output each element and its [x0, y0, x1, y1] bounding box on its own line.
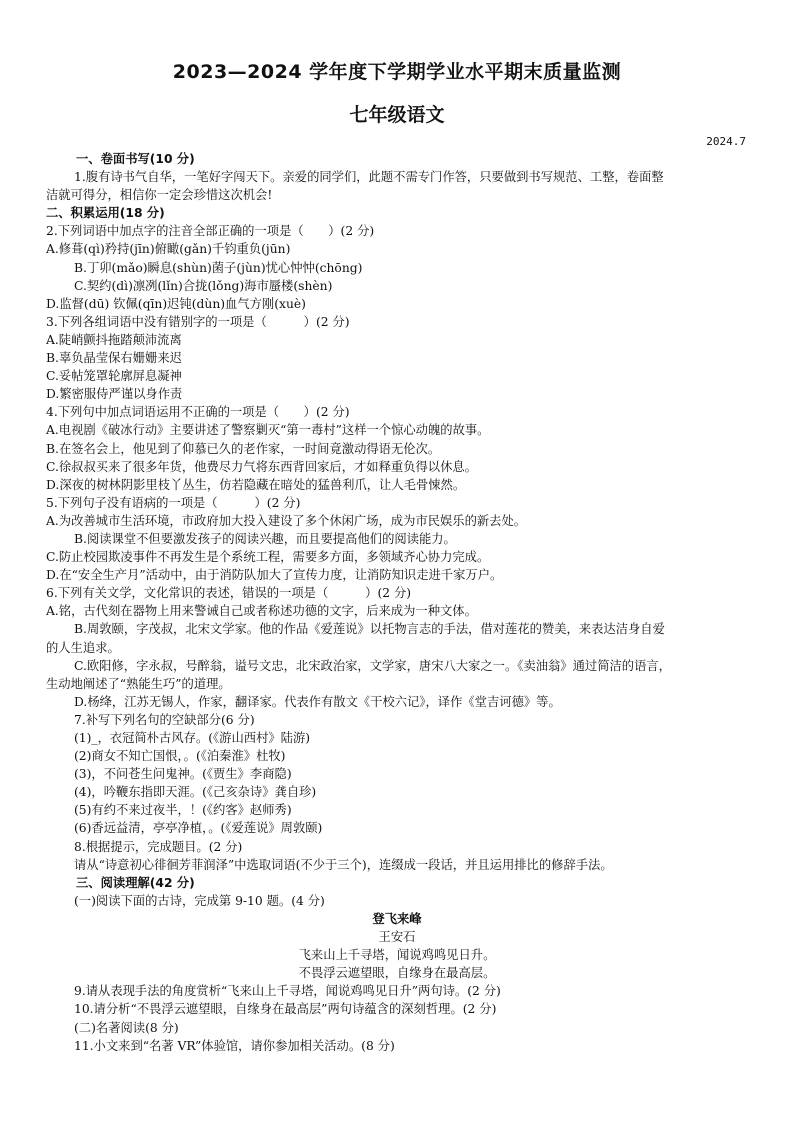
option-line: D.深夜的树林阴影里枝丫丛生，仿若隐藏在暗处的猛兽利爪，让人毛骨悚然。 [46, 477, 466, 492]
option-line: A.电视剧《破冰行动》主要讲述了警察剿灭“第一毒村”这样一个惊心动魄的故事。 [46, 423, 490, 438]
exam-title: 2023—2024 学年度下学期学业水平期末质量监测 [172, 61, 622, 83]
fill-blank-line: (4)，吟鞭东指即天涯。(《己亥杂诗》龚自珍) [74, 785, 317, 800]
option-line: C.防止校园欺凌事件不再发生是个系统工程，需要多方面，多领域齐心协力完成。 [46, 550, 490, 565]
question-line: 3.下列各组词语中没有错别字的一项是（ ）(2 分) [46, 314, 350, 329]
exam-date: 2024.7 [706, 135, 746, 148]
fill-blank-line: (5)有约不来过夜半，！(《约客》赵师秀) [74, 803, 292, 818]
question-line: 5.下列句子没有语病的一项是（ ）(2 分) [46, 495, 301, 510]
fill-blank-line: (6)香远益清，亭亭净植，。(《爱莲说》周敦颐) [74, 821, 323, 836]
question-line: 7.补写下列名句的空缺部分(6 分) [74, 712, 255, 727]
option-line: 的人生追求。 [46, 640, 120, 655]
option-line: C.徐叔叔买来了很多年货，他费尽力气将东西背回家后，才如释重负得以休息。 [46, 459, 477, 474]
option-line: B.辜负晶莹保右姗姗来迟 [46, 351, 182, 366]
poem-author: 王安石 [378, 930, 416, 945]
option-line: B.在签名会上，他见到了仰慕已久的老作家，一时间竟激动得语无伦次。 [46, 441, 441, 456]
question-line: 请从“诗意初心徘徊芳菲润泽”中选取词语(不少于三个)，连缀成一段话，并且运用排比的修辞手法。 [74, 857, 613, 872]
poem-title: 登飞来峰 [372, 911, 422, 926]
exam-subtitle: 七年级语文 [349, 104, 445, 126]
fill-blank-line: (3)，不问苍生问鬼神。(《贾生》李商隐) [74, 767, 292, 782]
question-line: 4.下列句中加点词语运用不正确的一项是（ ）(2 分) [46, 405, 350, 420]
fill-blank-line: (2)商女不知亡国恨，。(《泊秦淮》杜牧) [74, 749, 286, 764]
subsection-heading: (一)阅读下面的古诗，完成第 9-10 题。(4 分) [74, 893, 325, 908]
option-line: D.杨绛，江苏无锡人，作家，翻译家。代表作有散文《干校六记》，译作《堂吉诃德》等。 [74, 694, 561, 709]
option-line: C.欧阳修，字永叔，号醉翁，谥号文忠，北宋政治家，文学家，唐宋八大家之一。《卖油翁》通过简洁的语言， [74, 658, 671, 673]
question-line: 11.小文来到“名著 VR”体验馆，请你参加相关活动。(8 分) [74, 1038, 395, 1053]
section-heading: 三、阅读理解(42 分) [76, 875, 195, 890]
poem-line: 不畏浮云遮望眼，自缘身在最高层。 [298, 966, 496, 981]
section-heading: 二、积累运用(18 分) [46, 206, 165, 221]
option-line: C.妥帖笼罩轮廓屏息凝神 [46, 369, 182, 384]
question-line: 8.根据提示，完成题目。(2 分) [74, 839, 243, 854]
option-line: A.陡峭颤抖拖踏颠沛流离 [46, 332, 182, 347]
question-line: 1.腹有诗书气自华，一笔好字闯天下。亲爱的同学们，此题不需专门作答，只要做到书写规范、工整，卷面整 [74, 170, 664, 185]
option-line: A.为改善城市生活环境，市政府加大投入建设了多个休闲广场，成为市民娱乐的新去处。 [46, 513, 527, 528]
option-line: D.繁密服侍严谨以身作责 [46, 387, 183, 402]
option-line: C.契约(dì)凛冽(lǐn)合拢(lǒng)海市蜃楼(shèn) [74, 278, 333, 293]
question-line: 10.请分析“不畏浮云遮望眼，自缘身在最高层”两句诗蕴含的深刻哲理。(2 分) [74, 1002, 497, 1017]
question-line: 9.请从表现手法的角度赏析“飞来山上千寻塔，闻说鸡鸣见日升”两句诗。(2 分) [74, 984, 501, 999]
question-line: 6.下列有关文学，文化常识的表述，错误的一项是（ ）(2 分) [46, 586, 412, 601]
option-line: D.在“安全生产月”活动中，由于消防队加大了宣传力度，让消防知识走进千家万户。 [46, 568, 503, 583]
option-line: D.监督(dū) 钦佩(qīn)迟钝(dùn)血气方刚(xuè) [46, 296, 306, 311]
option-line: B.丁卯(mǎo)瞬息(shùn)菌子(jùn)忧心忡忡(chōng) [74, 260, 363, 275]
exam-body [46, 150, 748, 1055]
subsection-heading: (二)名著阅读(8 分) [74, 1020, 179, 1035]
poem-line: 飞来山上千寻塔，闻说鸡鸣见日升。 [298, 948, 496, 963]
option-line: 生动地阐述了“熟能生巧”的道理。 [46, 676, 231, 691]
option-line: A.铭，古代刻在器物上用来警诫自己或者称述功德的文字，后来成为一种文体。 [46, 604, 477, 619]
option-line: B.阅读课堂不但要激发孩子的阅读兴趣，而且要提高他们的阅读能力。 [74, 531, 456, 546]
option-line: A.修葺(qì)矜持(jīn)俯瞰(gǎn)千钧重负(jūn) [46, 242, 291, 257]
question-line: 洁就可得分，相信你一定会珍惜这次机会! [46, 188, 273, 203]
fill-blank-line: (1)_，衣冠简朴古风存。(《游山西村》陆游) [74, 731, 311, 745]
option-line: B.周敦颐，字茂叔，北宋文学家。他的作品《爱莲说》以托物言志的手法，借对莲花的赞美，来表达洁身自爱 [74, 622, 665, 637]
question-line: 2.下列词语中加点字的注音全部正确的一项是（ ）(2 分) [46, 224, 375, 239]
section-heading: 一、卷面书写(10 分) [76, 152, 195, 166]
